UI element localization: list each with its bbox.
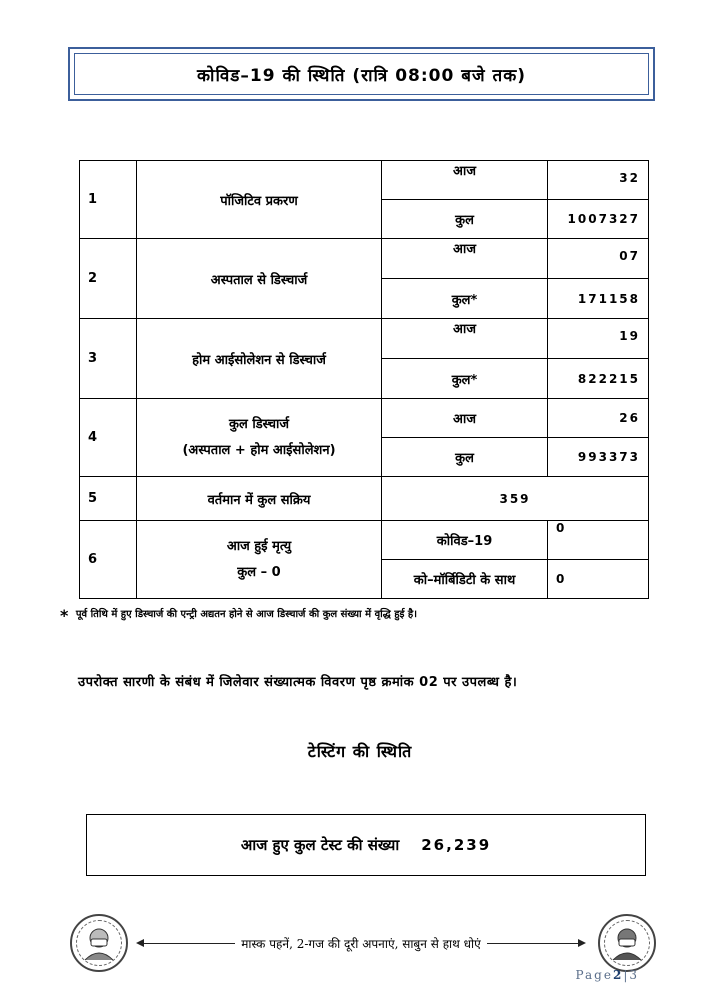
desc-line: कुल – 0 xyxy=(237,564,281,580)
page-number xyxy=(575,968,639,982)
row-description: पॉजिटिव प्रकरण xyxy=(137,161,382,239)
table-row xyxy=(80,477,649,521)
sub-label: आज xyxy=(382,319,548,359)
reference-note: उपरोक्त सारणी के संबंध में जिलेवार संख्यात्मक विवरण पृष्ठ क्रमांक 02 पर उपलब्ध है। xyxy=(78,675,518,690)
footnote xyxy=(60,606,417,625)
desc-line: (अस्पताल + होम आईसोलेशन) xyxy=(182,442,336,458)
row-description: वर्तमान में कुल सक्रिय xyxy=(137,477,382,521)
mask-person-icon xyxy=(598,914,656,972)
desc-line: कुल डिस्चार्ज xyxy=(229,416,289,432)
covid-status-table xyxy=(79,160,649,599)
footnote-text: पूर्व तिथि में हुए डिस्चार्ज की एन्ट्री अद्यतन होने से आज डिस्चार्ज की कुल संख्या में वृद्धि हुई है। xyxy=(75,609,418,620)
row-number: 5 xyxy=(80,477,137,521)
sub-value: 07 xyxy=(548,239,649,279)
page-prefix: Page xyxy=(575,968,613,982)
sub-value: 171158 xyxy=(548,279,649,319)
mask-person-icon xyxy=(70,914,128,972)
testing-heading: टेस्टिंग की स्थिति xyxy=(307,742,413,761)
sub-value: 0 xyxy=(548,560,649,599)
footnote-star: * xyxy=(60,606,69,625)
sub-value: 822215 xyxy=(548,359,649,399)
sub-value: 19 xyxy=(548,319,649,359)
sub-label: आज xyxy=(382,161,548,200)
table-row xyxy=(80,319,649,359)
row-description: अस्पताल से डिस्चार्ज xyxy=(137,239,382,319)
testing-box xyxy=(86,814,646,876)
testing-label: आज हुए कुल टेस्ट की संख्या xyxy=(240,836,400,854)
row-number: 3 xyxy=(80,319,137,399)
sub-label: आज xyxy=(382,239,548,279)
page-current: 2 xyxy=(612,968,624,982)
page-title: कोविड–19 की स्थिति (रात्रि 08:00 बजे तक) xyxy=(74,53,649,95)
row-description: होम आईसोलेशन से डिस्चार्ज xyxy=(137,319,382,399)
table-row xyxy=(80,521,649,560)
sub-value: 1007327 xyxy=(548,200,649,239)
table-row xyxy=(80,239,649,279)
arrow-left-icon xyxy=(138,943,235,944)
banner-message xyxy=(138,933,584,953)
row-number: 1 xyxy=(80,161,137,239)
desc-line: आज हुई मृत्यु xyxy=(226,538,292,554)
sub-value: 993373 xyxy=(548,438,649,477)
row-number: 4 xyxy=(80,399,137,477)
row-description xyxy=(137,521,382,599)
awareness-banner xyxy=(66,914,656,970)
row-number: 6 xyxy=(80,521,137,599)
row-description xyxy=(137,399,382,477)
sub-label: कुल* xyxy=(382,359,548,399)
banner-text: मास्क पहनें, 2-गज की दूरी अपनाएं, साबुन से हाथ धोएं xyxy=(241,936,481,951)
testing-value: 26,239 xyxy=(421,836,492,854)
sub-label: को–मॉर्बिडिटी के साथ xyxy=(382,560,548,599)
sub-label: कुल* xyxy=(382,279,548,319)
sub-label: कोविड–19 xyxy=(382,521,548,560)
title-box xyxy=(68,47,655,101)
row-number: 2 xyxy=(80,239,137,319)
page-total: 3 xyxy=(629,968,639,982)
sub-value: 32 xyxy=(548,161,649,200)
page-separator: | xyxy=(623,968,630,982)
arrow-right-icon xyxy=(487,943,584,944)
sub-label: आज xyxy=(382,399,548,438)
table-row xyxy=(80,161,649,200)
sub-value: 26 xyxy=(548,399,649,438)
sub-label: कुल xyxy=(382,200,548,239)
row-value: 359 xyxy=(382,477,649,521)
table-row xyxy=(80,399,649,438)
sub-label: कुल xyxy=(382,438,548,477)
sub-value: 0 xyxy=(548,521,649,560)
